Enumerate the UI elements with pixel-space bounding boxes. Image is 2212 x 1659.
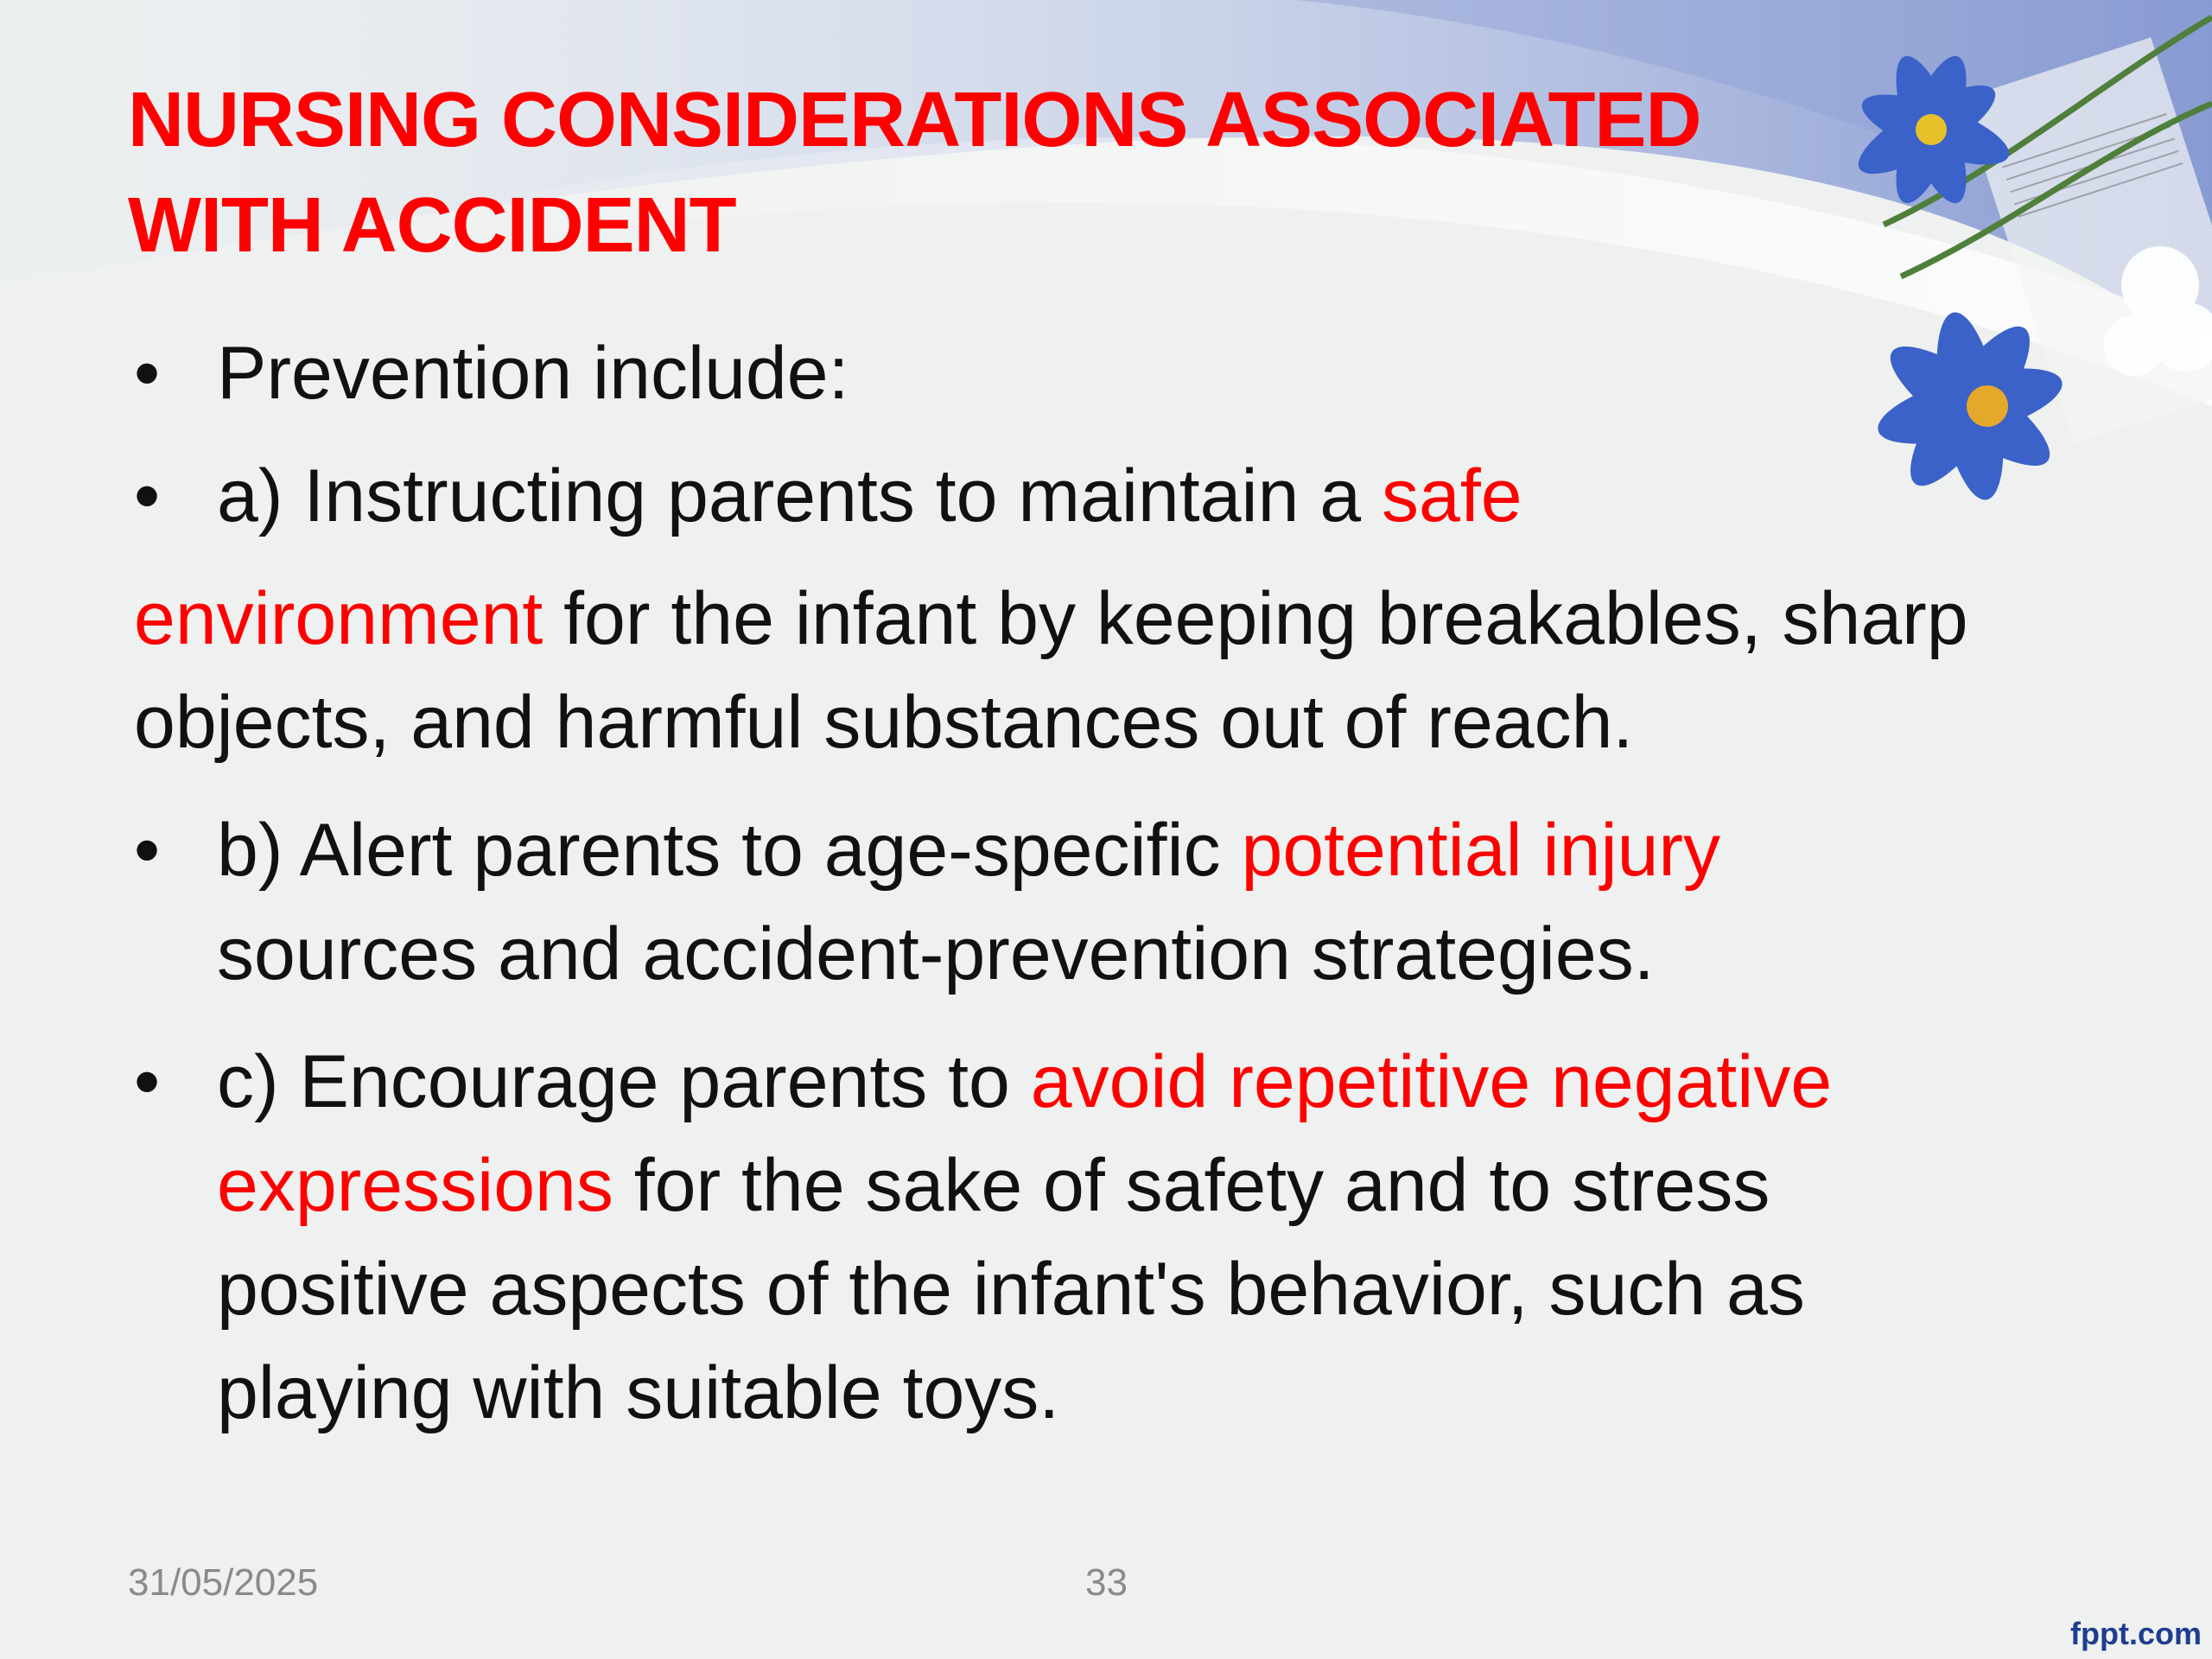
- slide-content: [134, 321, 1992, 1445]
- bullet-glyph: •: [134, 1040, 161, 1123]
- highlight-text: avoid repetitive negative expressions: [217, 1040, 1833, 1227]
- bullet-b: [134, 798, 1992, 1006]
- brand-watermark: fppt.com: [2070, 1616, 2202, 1651]
- bullet-text: sources and accident-prevention strategies.: [217, 912, 1655, 995]
- slide-page-number: 33: [1085, 1561, 1128, 1604]
- slide-date: 31/05/2025: [128, 1561, 319, 1604]
- slide-title: NURSING CONSIDERATIONS ASSOCIATED WITH ACCIDENT: [128, 77, 1701, 269]
- bullet-c: [134, 1030, 1992, 1445]
- bullet-text: for the sake of safety and to stress positive aspects of the infant's behavior, such as playing with suitable toys.: [217, 1144, 1805, 1434]
- bullet-text: a) Instructing parents to maintain a: [217, 454, 1382, 537]
- highlight-text: potential injury: [1241, 809, 1721, 892]
- bullet-glyph: •: [134, 332, 161, 415]
- bullet-text: b) Alert parents to age-specific: [217, 809, 1242, 892]
- paragraph-environment: [134, 567, 1992, 774]
- highlight-text: environment: [134, 577, 543, 660]
- bullet-text: c) Encourage parents to: [217, 1040, 1031, 1123]
- bullet-glyph: •: [134, 809, 161, 892]
- bullet-prevention: [134, 321, 1992, 425]
- bullet-a: [134, 444, 1992, 548]
- paragraph-text: for the infant by keeping breakables, sharp objects, and harmful substances out of reach.: [134, 577, 1968, 764]
- bullet-glyph: •: [134, 454, 161, 537]
- bullet-text: Prevention include:: [217, 332, 849, 415]
- highlight-text: safe: [1382, 454, 1522, 537]
